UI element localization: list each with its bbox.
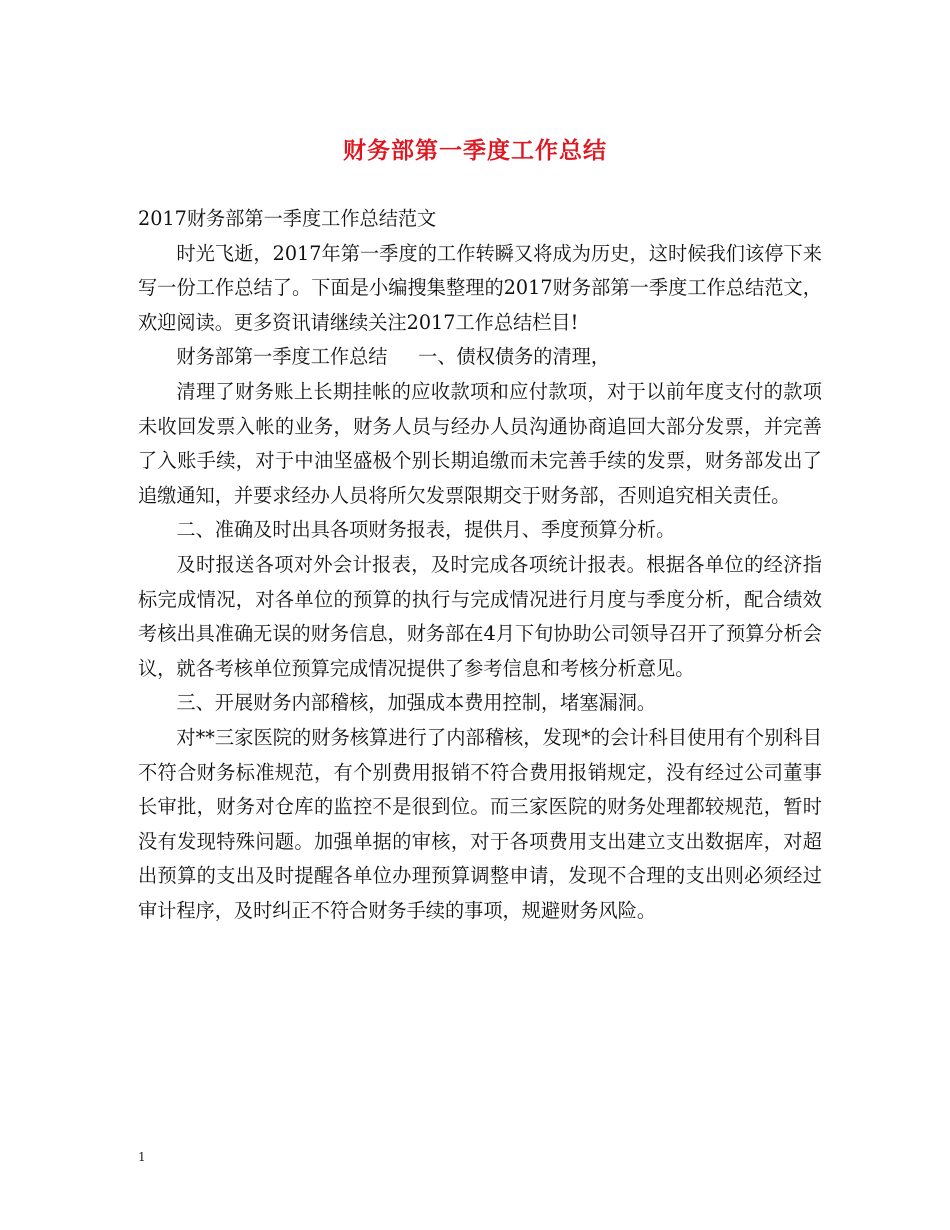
- section-item-1: 一、债权债务的清理，: [418, 345, 611, 369]
- page-number: 1: [138, 1150, 146, 1164]
- document-subtitle: 2017财务部第一季度工作总结范文: [138, 207, 437, 230]
- paragraph-audit: 对**三家医院的财务核算进行了内部稽核，发现*的会计科目使用有个别科目不符合财务标准规范，有个别费用报销不符合费用报销规定，没有经过公司董事长审批，财务对仓库的监控不是很到位。而三家医院的财务处理都较规范，暂时没有发现特殊问题。加强单据的审核，对于各项费用支出建立支出数据库，对超出预算的支出及时提醒各单位办理预算调整申请，发现不合理的支出则必须经过审计程序，及时纠正不符合财务手续的事项，规避财务风险。: [138, 725, 822, 922]
- paragraph-reports: 及时报送各项对外会计报表，及时完成各项统计报表。根据各单位的经济指标完成情况，对各单位的预算的执行与完成情况进行月度与季度分析，配合绩效考核出具准确无误的财务信息，财务部在4月下旬协助公司领导召开了预算分析会议，就各考核单位预算完成情况提供了参考信息和考核分析意见。: [138, 552, 822, 680]
- intro-paragraph: 时光飞逝，2017年第一季度的工作转瞬又将成为历史，这时候我们该停下来写一份工作总结了。下面是小编搜集整理的2017财务部第一季度工作总结范文，欢迎阅读。更多资讯请继续关注2017工作总结栏目!: [138, 241, 822, 334]
- paragraph-debt-cleanup: 清理了财务账上长期挂帐的应收款项和应付款项，对于以前年度支付的款项未收回发票入帐的业务，财务人员与经办人员沟通协商追回大部分发票，并完善了入账手续，对于中油坚盛极个别长期追缴而未完善手续的发票，财务部发出了追缴通知，并要求经办人员将所欠发票限期交于财务部，否则追究相关责任。: [138, 379, 822, 507]
- document-body: [138, 202, 822, 928]
- section-heading-line: [138, 340, 822, 375]
- document-title: 财务部第一季度工作总结: [343, 137, 607, 164]
- section-item-3: 三、开展财务内部稽核，加强成本费用控制，堵塞漏洞。: [176, 691, 657, 715]
- section-heading: 财务部第一季度工作总结: [176, 345, 388, 369]
- section-item-2: 二、准确及时出具各项财务报表，提供月、季度预算分析。: [176, 518, 676, 542]
